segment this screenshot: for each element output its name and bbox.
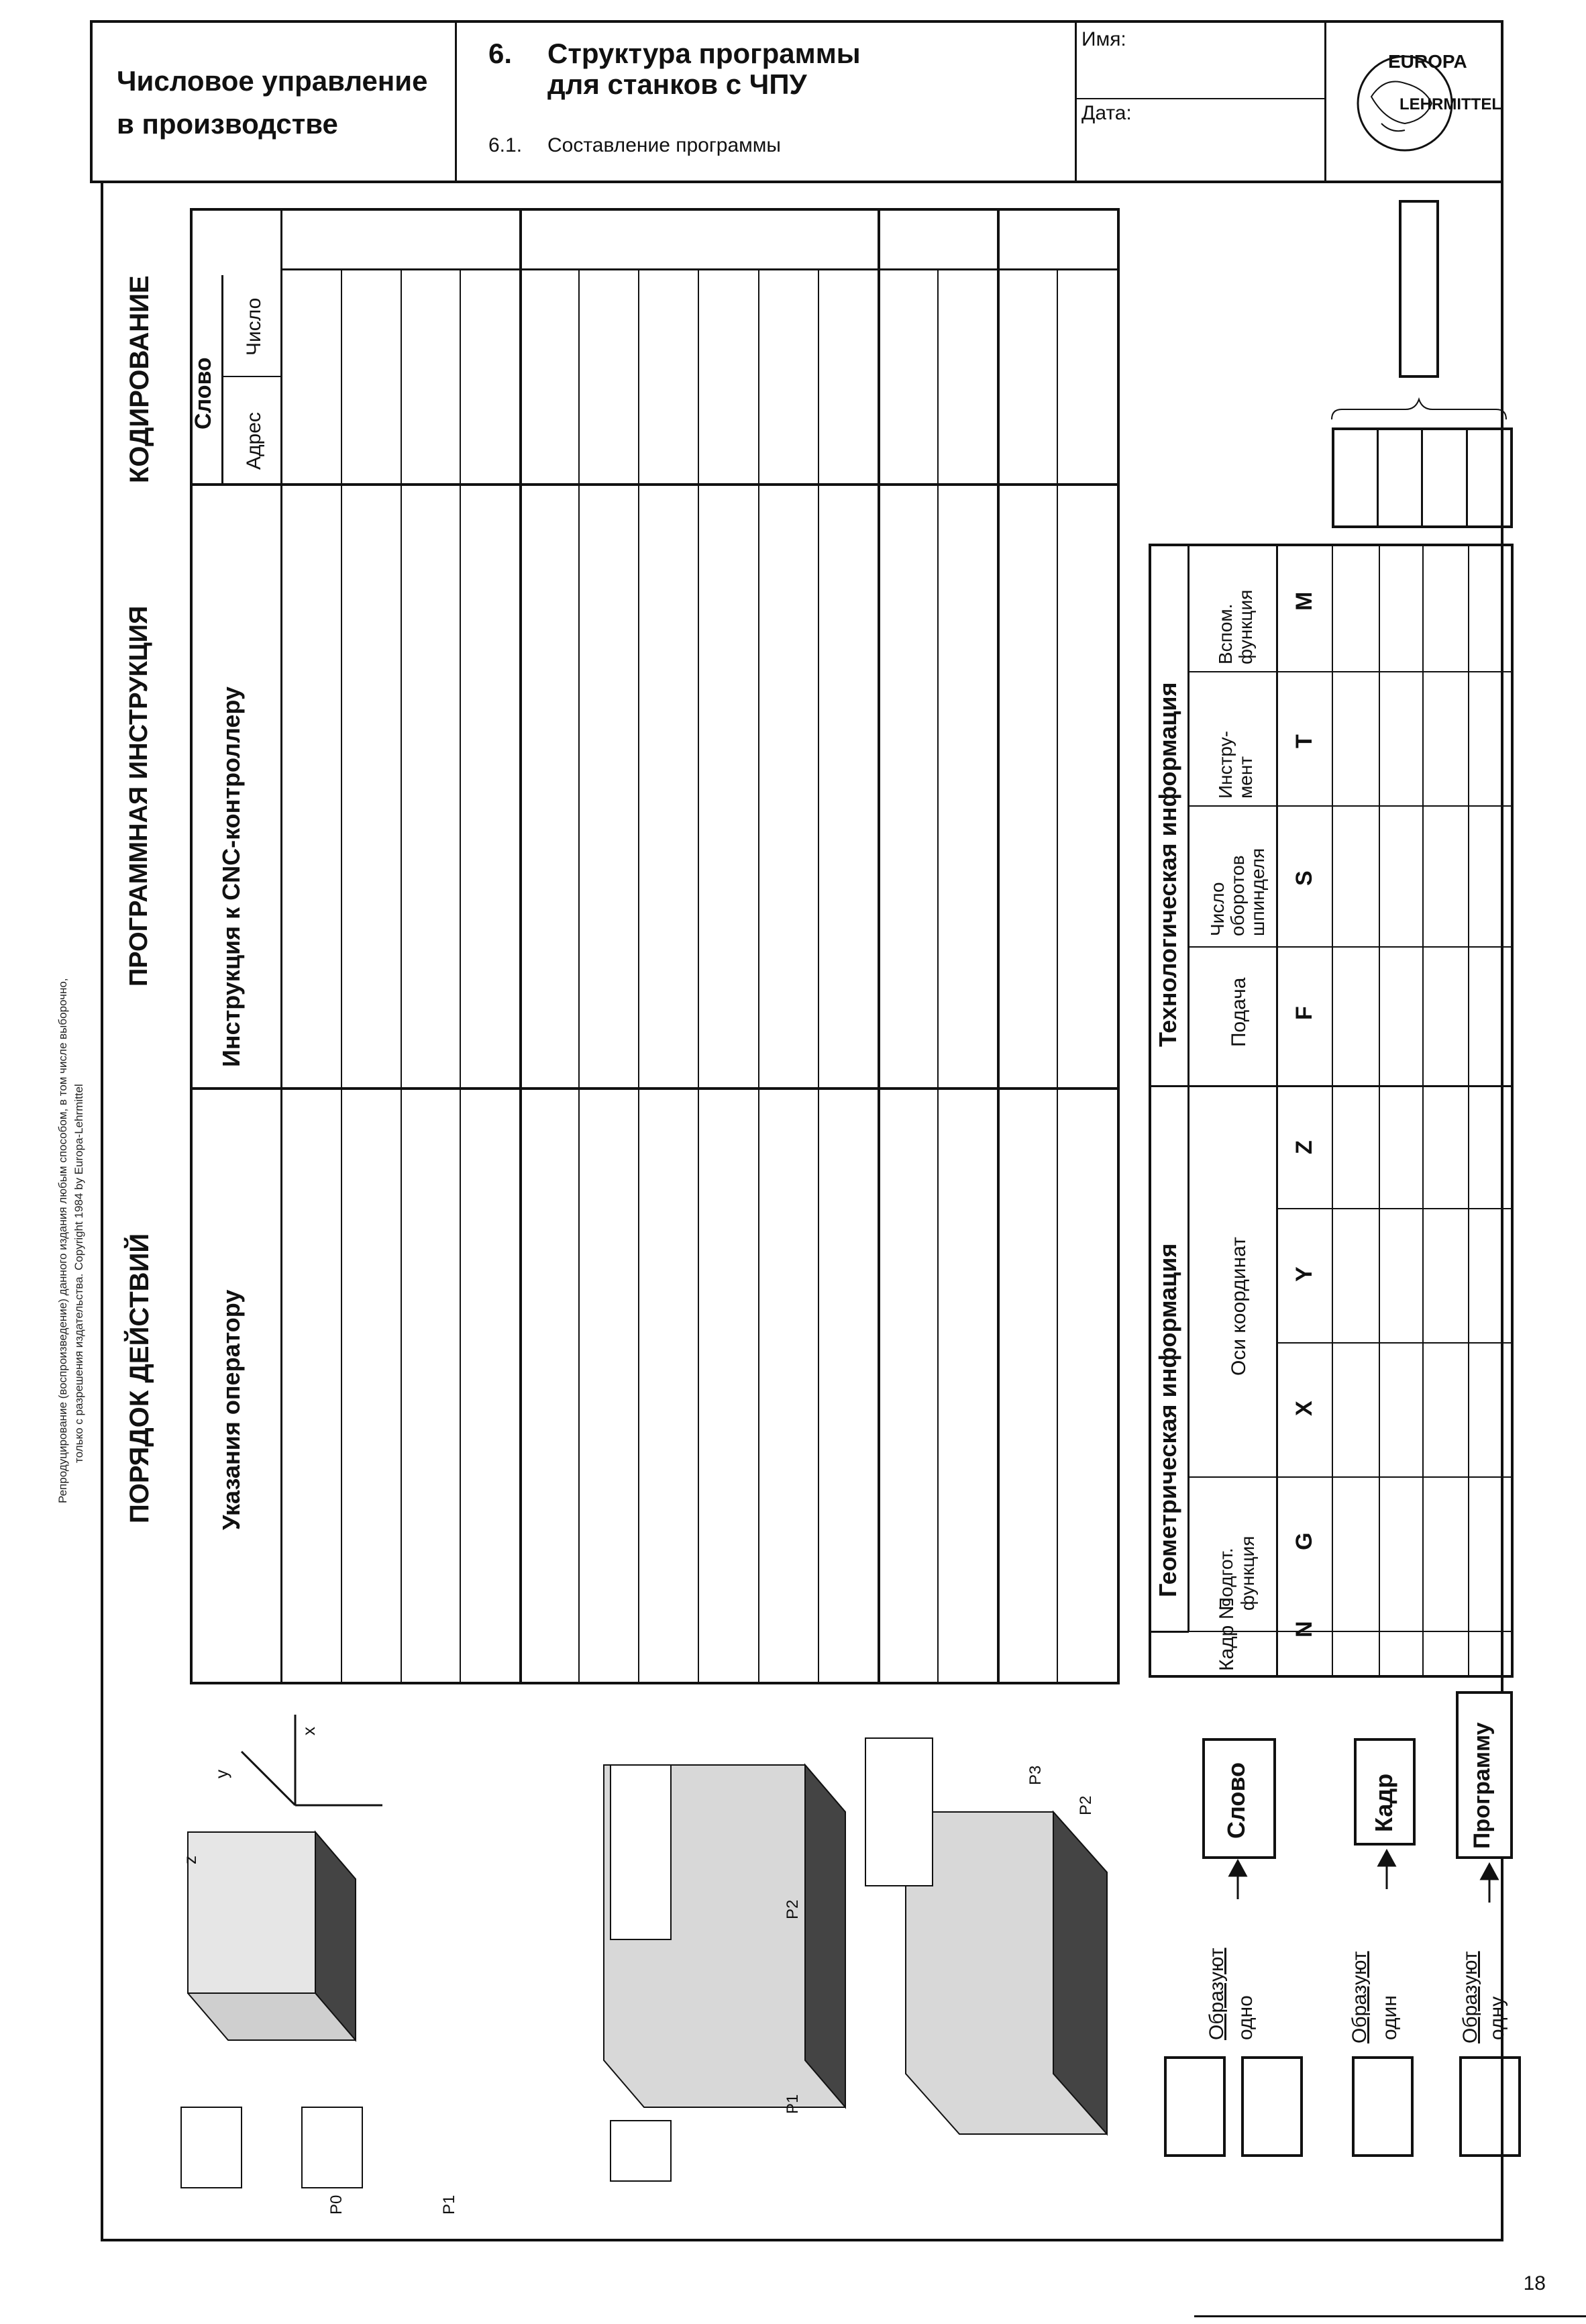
tool-label: Инстру-мент <box>1215 731 1256 799</box>
slot-cut-illustration <box>590 1745 872 2188</box>
tech-info-title: Технологическая информация <box>1154 682 1181 1047</box>
one-label-3: одну <box>1486 1996 1508 2040</box>
col-cnc-sub: Инструкция к CNC-контроллеру <box>217 687 245 1067</box>
p1a-label: P1 <box>440 2194 458 2215</box>
p1b-label: P1 <box>784 2094 802 2114</box>
col-sequence-title: ПОРЯДОК ДЕЙСТВИЙ <box>125 1233 154 1523</box>
subject-line2: в производстве <box>117 108 338 140</box>
spindle-label: Число оборотов шпинделя <box>1207 848 1268 936</box>
copyright-notice <box>55 978 87 1503</box>
feed-label: Подача <box>1228 977 1250 1047</box>
axis-x-label: x <box>299 1727 319 1735</box>
workpiece-illustration <box>161 1705 389 2194</box>
letter-m: M <box>1291 591 1317 611</box>
chapter-cell <box>455 23 1077 181</box>
block-input-box <box>1459 2056 1521 2157</box>
brace-icon <box>1328 396 1516 423</box>
block-number-label: Кадр № <box>1216 1598 1238 1671</box>
chapter-number: 6. <box>488 38 513 69</box>
section-number: 6.1. <box>488 134 523 156</box>
copyright-line1: Репродуцирование (воспроизведение) данного издания любым способом, в том числе выборочно, <box>56 978 69 1503</box>
name-date-cell <box>1075 23 1326 181</box>
letter-x: X <box>1291 1401 1317 1416</box>
col-program-title: ПРОГРАММНАЯ ИНСТРУКЦИЯ <box>125 605 153 987</box>
col-number-sub: Число <box>243 297 265 356</box>
copyright-line2: только с разрешения издательства. Copyright 1984 by Europa-Lehrmittel <box>72 1084 85 1463</box>
p0-label: P0 <box>327 2194 346 2215</box>
letter-y: Y <box>1291 1266 1317 1282</box>
angled-cut-illustration <box>852 1718 1134 2148</box>
subject-cell <box>93 23 457 181</box>
name-divider <box>1075 98 1324 99</box>
result-box <box>1399 200 1439 378</box>
p2b-label: P2 <box>1077 1795 1095 1815</box>
name-label: Имя: <box>1081 28 1126 50</box>
word-input-box <box>1352 2056 1414 2157</box>
letter-n: N <box>1291 1621 1317 1637</box>
col-word-sub: Слово <box>191 357 216 430</box>
arrow-right-icon <box>1377 1849 1397 1889</box>
publisher-logo <box>1324 23 1501 181</box>
planning-table <box>190 208 1120 1684</box>
aux-function-label: Вспом. функция <box>1215 589 1256 664</box>
letter-f: F <box>1291 1006 1317 1020</box>
date-label: Дата: <box>1081 102 1132 124</box>
word-label: Слово <box>1222 1762 1250 1839</box>
p3-label: P3 <box>1026 1765 1045 1785</box>
block-structure-table <box>1149 544 1514 1678</box>
axis-z-label: z <box>180 1856 200 1864</box>
col-address-sub: Адрес <box>243 412 265 470</box>
one-label-2: один <box>1379 1995 1401 2040</box>
letter-t: T <box>1291 734 1317 748</box>
col-coding-title: КОДИРОВАНИЕ <box>125 275 154 483</box>
axis-y-label: y <box>211 1770 231 1778</box>
chapter-title-line2: для станков с ЧПУ <box>547 68 807 100</box>
section-title: Составление программы <box>547 134 781 156</box>
address-box <box>1164 2056 1226 2157</box>
logo-bottom-text: LEHRMITTEL <box>1399 95 1501 113</box>
footer-rule <box>1194 2315 1586 2317</box>
page-number: 18 <box>1523 2272 1546 2294</box>
prep-function-label: Подгот. функция <box>1216 1535 1258 1611</box>
letter-g: G <box>1291 1532 1317 1550</box>
col-operator-sub: Указания оператору <box>217 1289 245 1530</box>
axes-label: Оси координат <box>1228 1237 1250 1376</box>
program-label: Программу <box>1469 1722 1495 1849</box>
chapter-title-line1: Структура программы <box>547 38 861 69</box>
subject-line1: Числовое управление <box>117 65 428 97</box>
geom-info-title: Геометрическая информация <box>1154 1243 1181 1597</box>
arrow-right-icon <box>1228 1859 1248 1899</box>
letter-s: S <box>1291 870 1317 886</box>
number-box <box>1241 2056 1303 2157</box>
forms-label-3: Образуют <box>1459 1951 1481 2043</box>
header-bar <box>90 20 1503 183</box>
logo-top-text: EUROPA <box>1388 51 1467 72</box>
p2a-label: P2 <box>784 1899 802 1919</box>
arrow-right-icon <box>1479 1862 1499 1903</box>
one-label-1: одно <box>1234 1995 1257 2040</box>
letter-z: Z <box>1291 1140 1317 1154</box>
forms-label-1: Образуют <box>1206 1948 1228 2040</box>
block-label: Кадр <box>1370 1773 1397 1832</box>
forms-label-2: Образуют <box>1349 1951 1371 2043</box>
